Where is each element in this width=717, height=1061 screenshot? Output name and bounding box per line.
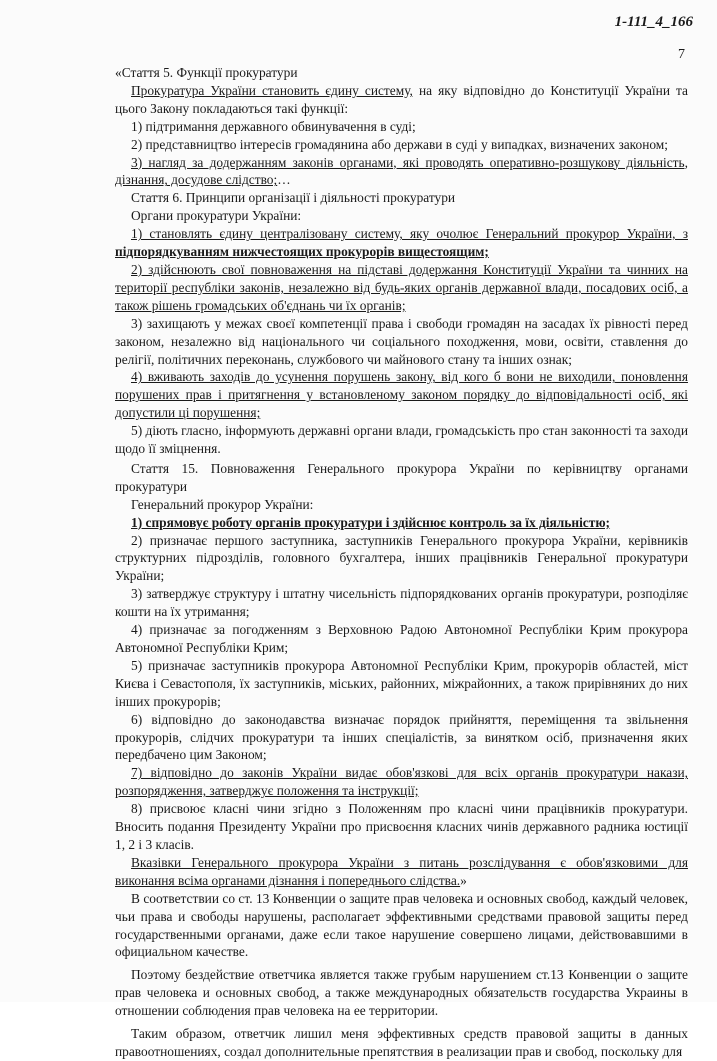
bold-underlined-text: підпорядкуванням нижчестоящих прокурорів вищестоящим; — [115, 244, 489, 260]
paragraph: Таким образом, ответчик лишил меня эффективных средств правовой защиты в данных правоотношениях, создал дополнительные препятствия в реализации прав и свобод, поскольку для — [115, 1026, 688, 1059]
list-item — [115, 514, 688, 532]
underlined-text: Прокуратура України становить єдину систему, — [131, 82, 413, 98]
paragraph: В соответствии со ст. 13 Конвенции о защите прав человека и основных свобод, каждый человек, чьи права и свободы нарушены, располагает эффективными средствами правовой защиты перед государственными органами, даже если такое нарушение совершено лицами, действовавшими в официальном качестве. — [115, 890, 688, 960]
paragraph: Поэтому бездействие ответчика является также грубым нарушением ст.13 Конвенции о защите прав человека и основных свобод, а также международных обязательств государства Украины в отношении соблюдения прав человека на ее территории. — [115, 967, 688, 1019]
list-item: 4) призначає за погодженням з Верховною Радою Автономної Республіки Крим прокурора Автономної Республіки Крим; — [115, 622, 688, 655]
article-6-title: Стаття 6. Принципи організації і діяльності прокуратури — [131, 190, 456, 206]
list-item — [115, 368, 688, 422]
underlined-text: Вказівки Генерального прокурора України з питань розслідування є обов'язковими для виконання всіма органами дізнання і попереднього слідства. — [115, 854, 688, 888]
document-id: 1-111_4_166 — [614, 14, 693, 30]
list-item: 5) діють гласно, інформують державні органи влади, громадськість про стан законності та заходи щодо її зміцнення. — [115, 423, 688, 457]
article-5-title: «Стаття 5. Функції прокуратури — [115, 65, 298, 80]
paragraph — [115, 82, 688, 118]
page-number: 7 — [678, 47, 685, 62]
text: на яку відповідно до Конституції України та цього Закону покладаються такі функції: — [115, 82, 688, 116]
list-item — [115, 154, 688, 190]
list-item: 2) призначає першого заступника, заступників Генерального прокурора України, керівників структурних підрозділів, головного бухгалтера, інших працівників Генеральної прокуратури України; — [115, 532, 688, 584]
text: … — [277, 172, 291, 188]
list-item: 2) представництво інтересів громадянина або держави в суді у випадках, визначених законом; — [131, 136, 668, 152]
list-item: 8) присвоює класні чини згідно з Положенням про класні чини працівників прокуратури. Вносить подання Президенту України про присвоєння класних чинів державного радника юстиції 1, 2 і 3 класів. — [115, 801, 688, 852]
underlined-text: 7) відповідно до законів України видає обов'язкові для всіх органів прокуратури накази, розпорядження, затверджує положення та інструкції; — [115, 765, 688, 799]
paragraph: Генеральний прокурор України: — [131, 496, 314, 512]
list-item: 5) призначає заступників прокурора Автономної Республіки Крим, прокурорів областей, міст Києва і Севастополя, їх заступників, міських, районних, міжрайонних, а також прирівняних до них інших прокурорів; — [115, 657, 688, 709]
list-item: 3) затверджує структуру і штатну чисельність підпорядкованих органів прокуратури, розподіляє кошти на їх утримання; — [115, 586, 688, 620]
list-item — [115, 261, 688, 315]
underlined-text: 1) становлять єдину централізовану систему, яку очолює Генеральний прокурор України, з — [131, 226, 688, 242]
list-item: 3) захищають у межах своєї компетенції права і свободи громадян на засадах їх рівності перед законом, незалежно від національного чи соціального походження, мови, освіти, ставлення до релігії, політичних переконань, службового чи майнового стану та інших ознак; — [115, 315, 688, 367]
underlined-text: 3) нагляд за додержанням законів органами, які проводять оперативно-розшукову діяльність, дізнання, досудове слідство; — [115, 154, 688, 188]
list-item — [115, 225, 688, 261]
text: » — [460, 872, 467, 888]
paragraph — [115, 854, 688, 890]
list-item — [115, 764, 688, 800]
list-item: 6) відповідно до законодавства визначає порядок прийняття, переміщення та звільнення прокурорів, слідчих прокуратури та інших спеціалістів, за винятком осіб, призначення яких передбачено цим Законом; — [115, 711, 688, 763]
list-item: 1) підтримання державного обвинувачення в суді; — [131, 118, 416, 134]
bold-underlined-text: 1) спрямовує роботу органів прокуратури і здійснює контроль за їх діяльністю; — [131, 514, 611, 530]
underlined-text: 2) здійснюють свої повноваження на підставі додержання Конституції України та чинних на території республіки законів, незалежно від будь-яких органів державної влади, посадових осіб, а також рішень громадських об'єднань чи їх органів; — [115, 261, 688, 313]
article-15-title: Стаття 15. Повноваження Генерального прокурора України по керівництву органами прокуратури — [115, 460, 688, 494]
underlined-text: 4) вживають заходів до усунення порушень закону, від кого б вони не виходили, поновлення порушених прав і притягнення у встановленому законом порядку до відповідальності осіб, які допустили ці порушення; — [115, 369, 688, 421]
paragraph: Органи прокуратури України: — [131, 208, 302, 224]
document-body — [115, 64, 688, 1061]
